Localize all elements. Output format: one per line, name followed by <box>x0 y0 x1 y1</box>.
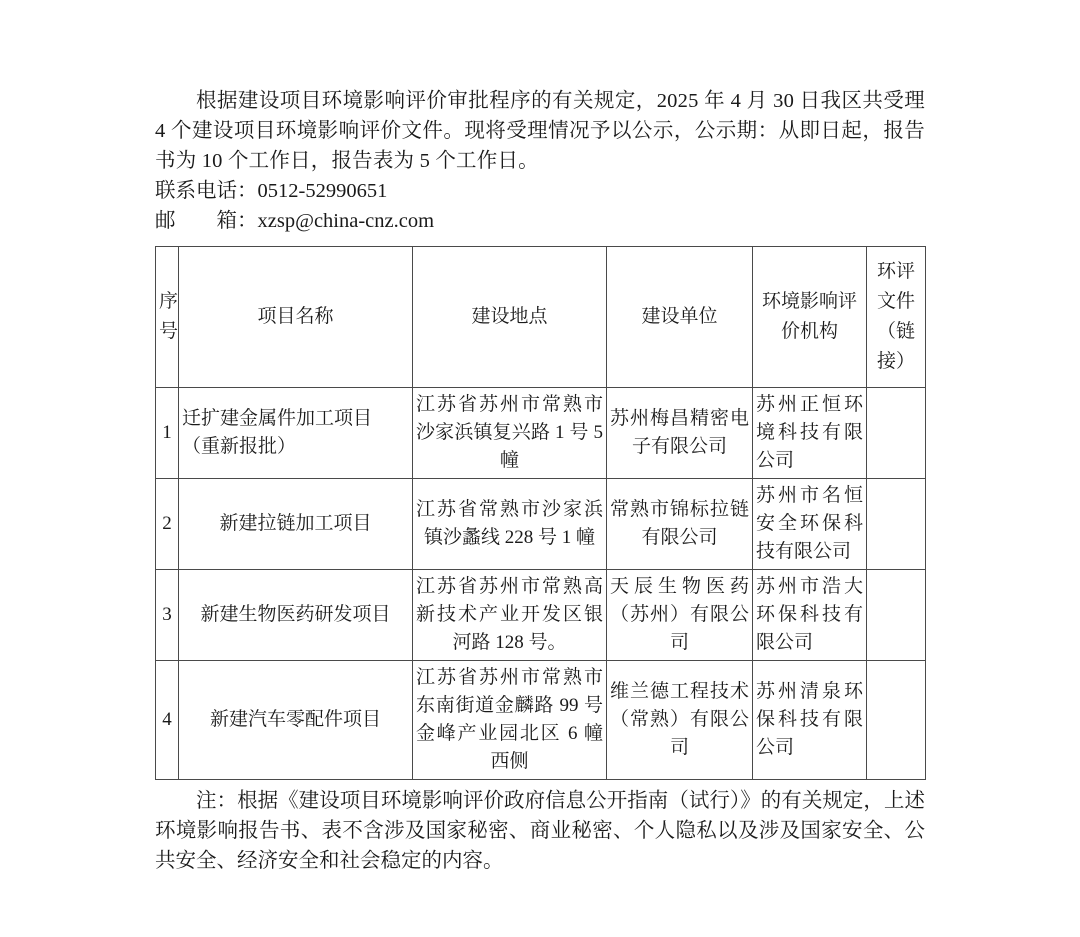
cell-unit-text: 维兰德工程技术（常熟）有限公司 <box>610 681 749 758</box>
cell-project-name: 新建拉链加工项目 <box>179 479 413 570</box>
cell-project-name: 新建汽车零配件项目 <box>179 661 413 780</box>
column-header-project-name <box>179 247 413 388</box>
column-header-site <box>413 247 607 388</box>
column-header-no-label: 序号 <box>159 291 179 342</box>
column-header-project-name-label: 项目名称 <box>257 306 334 327</box>
cell-no: 3 <box>156 570 179 661</box>
cell-unit-text: 天辰生物医药（苏州）有限公司 <box>610 576 749 653</box>
table-row <box>156 570 926 661</box>
cell-organization-text: 苏州市名恒安全环保科技有限公司 <box>756 485 863 562</box>
cell-organization-text: 苏州正恒环境科技有限公司 <box>756 394 863 471</box>
cell-no: 2 <box>156 479 179 570</box>
column-header-unit-label: 建设单位 <box>641 306 718 327</box>
cell-organization <box>753 570 867 661</box>
cell-link[interactable] <box>867 661 926 780</box>
column-header-organization <box>753 247 867 388</box>
cell-project-name: 新建生物医药研发项目 <box>179 570 413 661</box>
cell-unit-text: 苏州梅昌精密电子有限公司 <box>610 408 749 457</box>
cell-organization-text: 苏州清泉环保科技有限公司 <box>756 681 863 758</box>
cell-site <box>413 570 607 661</box>
cell-link[interactable] <box>867 479 926 570</box>
column-header-unit <box>607 247 753 388</box>
cell-no: 1 <box>156 388 179 479</box>
contact-email-line: 邮 箱：xzsp@china-cnz.com <box>155 210 435 232</box>
intro-paragraph: 根据建设项目环境影响评价审批程序的有关规定，2025 年 4 月 30 日我区共受理 4 个建设项目环境影响评价文件。现将受理情况予以公示，公示期：从即日起，报告书为 10 个工作日，报告表为 5 个工作日。 <box>155 90 925 172</box>
publicity-table-wrapper <box>155 246 925 780</box>
cell-organization <box>753 661 867 780</box>
cell-site <box>413 661 607 780</box>
table-row <box>156 661 926 780</box>
table-row <box>156 479 926 570</box>
cell-organization-text: 苏州市浩大环保科技有限公司 <box>756 576 863 653</box>
cell-site <box>413 479 607 570</box>
cell-link[interactable] <box>867 388 926 479</box>
cell-organization <box>753 479 867 570</box>
cell-unit <box>607 570 753 661</box>
cell-link[interactable] <box>867 570 926 661</box>
column-header-link-label: 环评文件（链接） <box>876 261 915 372</box>
cell-site-text: 江苏省苏州市常熟市沙家浜镇复兴路 1 号 5 幢 <box>416 394 603 471</box>
cell-organization <box>753 388 867 479</box>
cell-unit <box>607 388 753 479</box>
table-header-row <box>156 247 926 388</box>
cell-project-name: 迁扩建金属件加工项目（重新报批） <box>179 388 413 479</box>
column-header-no <box>156 247 179 388</box>
cell-site-text: 江苏省苏州市常熟高新技术产业开发区银河路 128 号。 <box>416 576 603 653</box>
column-header-site-label: 建设地点 <box>471 306 548 327</box>
contact-phone-line: 联系电话：0512-52990651 <box>155 180 388 202</box>
document-content <box>155 86 925 876</box>
cell-unit-text: 常熟市锦标拉链有限公司 <box>610 499 749 548</box>
cell-unit <box>607 661 753 780</box>
cell-site <box>413 388 607 479</box>
table-body <box>156 388 926 780</box>
cell-site-text: 江苏省常熟市沙家浜镇沙蠡线 228 号 1 幢 <box>416 499 603 548</box>
cell-site-text: 江苏省苏州市常熟市东南街道金麟路 99 号金峰产业园北区 6 幢西侧 <box>416 667 603 772</box>
column-header-link <box>867 247 926 388</box>
footer-note: 注：根据《建设项目环境影响评价政府信息公开指南（试行）》的有关规定，上述环境影响报告书、表不含涉及国家秘密、商业秘密、个人隐私以及涉及国家安全、公共安全、经济安全和社会稳定的内容。 <box>155 790 925 872</box>
cell-unit <box>607 479 753 570</box>
column-header-organization-label: 环境影响评价机构 <box>761 291 857 342</box>
cell-no: 4 <box>156 661 179 780</box>
table-row <box>156 388 926 479</box>
table-header <box>156 247 926 388</box>
publicity-table <box>155 246 926 780</box>
